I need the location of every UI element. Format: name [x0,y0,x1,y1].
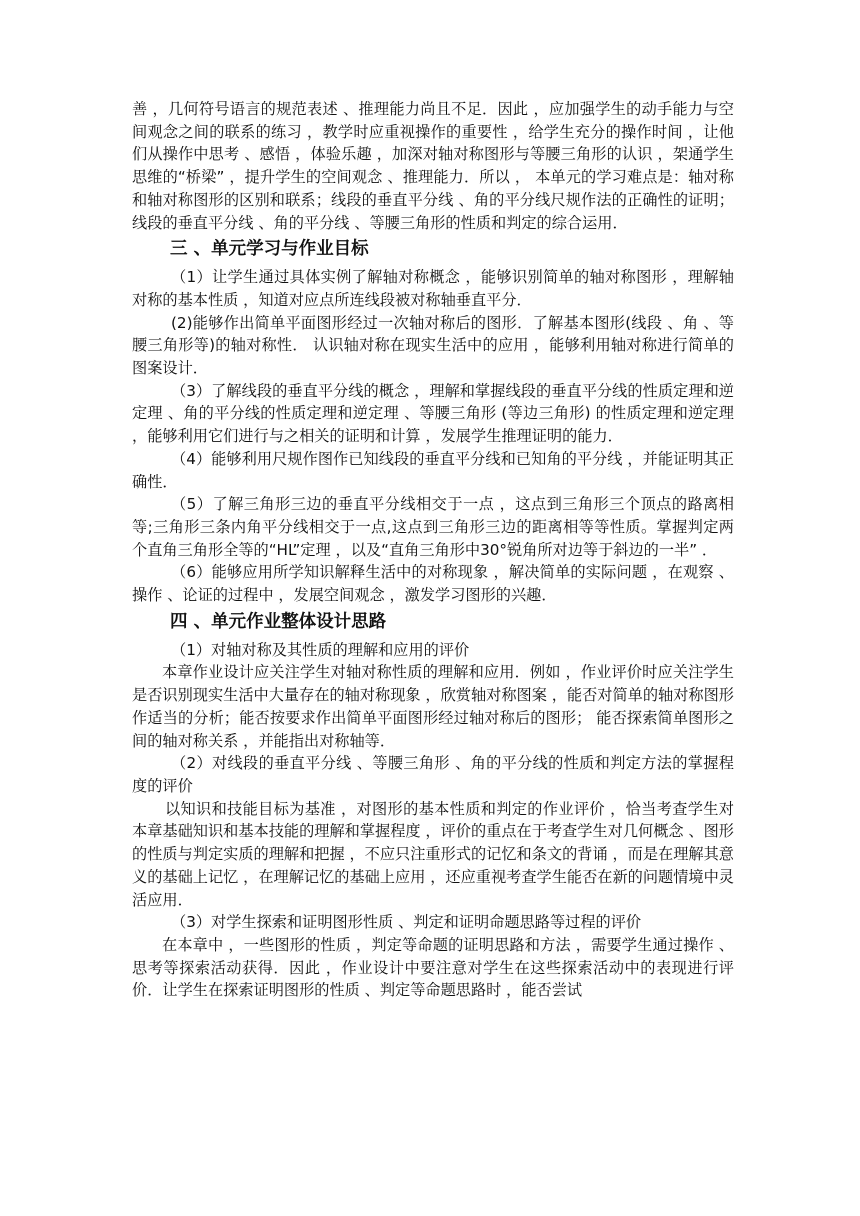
document-page [132,98,734,1002]
goal-item-4: （4）能够利用尺规作图作已知线段的垂直平分线和已知角的平分线 ，并能证明其正确性． [132,449,734,491]
subsection-2-title: （2）对线段的垂直平分线 、等腰三角形 、角的平分线的性质和判定方法的掌握程度的评价 [132,754,734,795]
goal-item-6: （6）能够应用所学知识解释生活中的对称现象 ，解决简单的实际问题 ，在观察 、操作 、论证的过程中 ，发展空间观念 ，激发学习图形的兴趣． [132,563,734,605]
section4-heading: 四 、单元作业整体设计思路 [170,611,387,632]
subsection-3-title: （3）对学生探索和证明图形性质 、判定和证明命题思路等过程的评价 [171,913,642,932]
goal-item-2: (2)能够作出简单平面图形经过一次轴对称后的图形．了解基本图形(线段 、角 、等腰三角形等)的轴对称性． 认识轴对称在现实生活中的应用 ，能够利用轴对称进行简单的图案设计． [132,313,734,378]
subsection-2-body: 以知识和技能目标为基准 ，对图形的基本性质和判定的作业评价 ，恰当考查学生对本章基础知识和基本技能的理解和掌握程度 ，评价的重点在于考查学生对几何概念 、图形的性质与判定实质的理解和把握 ，不应只注重形式的记忆和条文的背诵 ，而是在理解其意义的基础上记忆 ，在理解记忆的基础上应用 ，还应重视考查学生能否在新的问题情境中灵活应用． [132,799,734,909]
section3-heading: 三 、单元学习与作业目标 [170,239,369,260]
subsection-1-body: 本章作业设计应关注学生对轴对称性质的理解和应用．例如 ，作业评价时应关注学生是否识别现实生活中大量存在的轴对称现象 ，欣赏轴对称图案 ，能否对简单的轴对称图形作适当的分析；能否按要求作出简单平面图形经过轴对称后的图形； 能否探索简单图形之间的轴对称关系 ，并能指出对称轴等． [132,663,734,750]
goal-item-1: （1）让学生通过具体实例了解轴对称概念 ，能够识别简单的轴对称图形 ，理解轴对称的基本性质 ，知道对应点所连线段被对称轴垂直平分． [132,268,734,309]
goal-item-3: （3）了解线段的垂直平分线的概念 ，理解和掌握线段的垂直平分线的性质定理和逆定理 、角的平分线的性质定理和逆定理 、等腰三角形 (等边三角形) 的性质定理和逆定理 ，能够利用它们进行与之相关的证明和计算 ，发展学生推理证明的能力． [132,381,734,446]
subsection-3-body: 在本章中 ，一些图形的性质 ，判定等命题的证明思路和方法 ，需要学生通过操作 、思考等探索活动获得．因此 ，作业设计中要注意对学生在这些探索活动中的表现进行评价．让学生在探索证明图形的性质 、判定等命题思路时 ，能否尝试 [132,935,734,1000]
subsection-1-title: （1）对轴对称及其性质的理解和应用的评价 [171,640,470,659]
goal-item-5: （5）了解三角形三边的垂直平分线相交于一点 ，这点到三角形三个顶点的路离相等;三角形三条内角平分线相交于一点,这点到三角形三边的距离相等等性质。掌握判定两个直角三角形全等的“HL”定理 ，以及“直角三角形中30°锐角所对边等于斜边的一半” ． [132,495,734,559]
intro-paragraph: 善 ，几何符号语言的规范表述 、推理能力尚且不足．因此 ，应加强学生的动手能力与空间观念之间的联系的练习 ，教学时应重视操作的重要性 ，给学生充分的操作时间 ，让他们从操作中思考 、感悟 ，体验乐趣 ，加深对轴对称图形与等腰三角形的认识 ，架通学生思维的“桥梁” ，提升学生的空间观念 、推理能力．所以 ， 本单元的学习难点是：轴对称和轴对称图形的区别和联系；线段的垂直平分线 、角的平分线尺规作法的正确性的证明；线段的垂直平分线 、角的平分线 、等腰三角形的性质和判定的综合运用． [132,100,734,232]
